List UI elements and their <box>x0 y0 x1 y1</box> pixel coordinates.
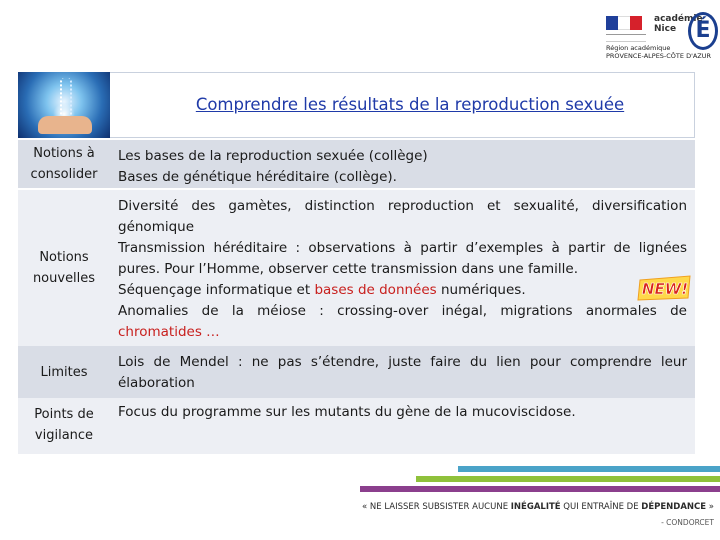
text-fragment: Séquençage informatique et <box>118 282 315 298</box>
footer-motto <box>300 502 714 512</box>
row-content <box>110 398 695 454</box>
highlight-text: bases de données <box>314 282 437 298</box>
motto-part: QUI ENTRAÎNE DE <box>560 502 642 512</box>
row-label: Notions à consolider <box>30 146 98 182</box>
page-title-text: Comprendre les résultats de la reproduction sexuée <box>195 95 625 114</box>
text-fragment: Anomalies de la méiose : crossing-over inégal, migrations anormales de <box>118 303 687 319</box>
row-line: Lois de Mendel : ne pas s’étendre, juste faire du lien pour comprendre leur élaboration <box>118 354 687 391</box>
new-badge-text: NEW! <box>641 280 689 298</box>
text-fragment: numériques. <box>436 282 526 298</box>
row-label: Notions nouvelles <box>32 250 96 286</box>
dna-hand-icon <box>18 72 110 138</box>
motto-part: DÉPENDANCE <box>641 502 707 512</box>
republique-caption <box>606 34 646 42</box>
highlight-text: chromatides … <box>118 324 220 340</box>
motto-part: « NE LAISSER SUBSISTER AUCUNE <box>362 502 511 512</box>
row-line: Les bases de la reproduction sexuée (collège) <box>118 148 428 164</box>
academie-line1: académie <box>654 14 703 24</box>
row-line: Transmission héréditaire : observations à partir d’exemples à partir de lignées pures. Pour l’Homme, observer cette transmission dans une famille. <box>118 240 687 277</box>
region-line2: PROVENCE-ALPES-CÔTE D'AZUR <box>606 52 712 60</box>
e-logo-icon: É <box>688 12 718 50</box>
french-flag-icon <box>606 16 642 30</box>
row-label: Points de vigilance <box>34 407 94 443</box>
motto-part: » <box>706 502 714 512</box>
region-academique <box>606 44 711 60</box>
row-line: Diversité des gamètes, distinction reproduction et sexualité, diversification génomique <box>118 198 687 235</box>
row-content <box>110 140 695 188</box>
footer-bar-green <box>416 476 720 482</box>
row-content <box>110 346 695 398</box>
region-line1: Région académique <box>606 44 671 52</box>
table-row-notions-consolider <box>18 140 695 188</box>
page-title <box>110 72 710 138</box>
row-line: Bases de génétique héréditaire (collège). <box>118 169 397 185</box>
row-line: Focus du programme sur les mutants du gène de la mucoviscidose. <box>118 404 576 420</box>
row-content <box>110 190 695 346</box>
academie-line2: Nice <box>654 24 677 34</box>
row-line <box>118 280 687 301</box>
row-line <box>118 301 687 343</box>
table-row-notions-nouvelles <box>18 190 695 346</box>
footer-signature: - CONDORCET <box>661 518 714 527</box>
row-label: Limites <box>40 364 88 380</box>
table-row-limites <box>18 346 695 398</box>
footer-bar-purple <box>360 486 720 492</box>
motto-part: INÉGALITÉ <box>510 502 561 512</box>
new-badge-icon <box>636 274 694 302</box>
footer-bar-blue <box>458 466 720 472</box>
academie-logo <box>600 10 718 65</box>
table-row-points-vigilance <box>18 398 695 454</box>
